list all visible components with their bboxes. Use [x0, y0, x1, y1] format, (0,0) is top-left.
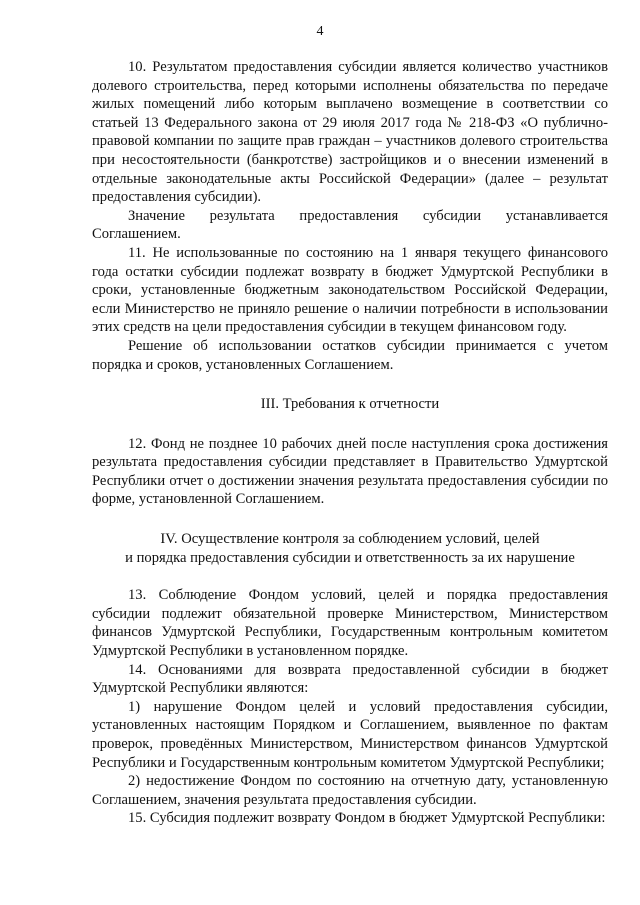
paragraph-14-item-2: 2) недостижение Фондом по состоянию на отчетную дату, установленную Соглашением, значения результата предоставления субсидии.: [92, 773, 608, 808]
paragraph-11: 11. Не использованные по состоянию на 1 января текущего финансового года остатки субсидии подлежат возврату в бюджет Удмуртской Республики в сроки, установленные бюджетным законодательством Российской Федерации, если Министерство не приняло решение о наличии потребности в использовании этих средств на цели предоставления субсидии в текущем финансовом году.: [92, 244, 608, 336]
paragraph-13: 13. Соблюдение Фондом условий, целей и порядка предоставления субсидии подлежит обязательной проверке Министерством, Министерством финансов Удмуртской Республики, Государственным контрольным комитетом Удмуртской Республики в установленном порядке.: [92, 587, 608, 660]
paragraph-10-result-value: Значение результата предоставления субсидии устанавливается Соглашением.: [92, 207, 608, 243]
document-body: [92, 58, 608, 828]
section-spacer: [92, 374, 608, 395]
paragraph-14-item-1: 1) нарушение Фондом целей и условий предоставления субсидии, установленных настоящим Порядком и Соглашением, выявленное по фактам проверок, проведённых Министерством, Министерством финансов Удмуртской Республики и Государственным контрольным комитетом Удмуртской Республики;: [92, 698, 608, 771]
paragraph-11-decision: Решение об использовании остатков субсидии принимается с учетом порядка и сроков, установленных Соглашением.: [92, 337, 608, 373]
paragraph-10: 10. Результатом предоставления субсидии является количество участников долевого строительства, перед которыми исполнены обязательства по передаче жилых помещений либо которым выплачено возмещение в соответствии со статьей 13 Федерального закона от 29 июля 2017 года № 218-ФЗ «О публично-правовой компании по защите прав граждан – участников долевого строительства при несостоятельности (банкротстве) застройщиков и о внесении изменений в отдельные законодательные акты Российской Федерации» (далее – результат предоставления субсидии).: [92, 59, 608, 206]
paragraph-14: 14. Основаниями для возврата предоставленной субсидии в бюджет Удмуртской Республики являются:: [92, 661, 608, 697]
section-heading-4-line-1: IV. Осуществление контроля за соблюдением условий, целей: [160, 531, 540, 548]
page-number: 4: [316, 24, 324, 39]
section-spacer: [92, 509, 608, 530]
section-spacer: [92, 567, 608, 586]
paragraph-15: 15. Субсидия подлежит возврату Фондом в бюджет Удмуртской Республики:: [128, 810, 606, 827]
section-spacer: [92, 414, 608, 435]
paragraph-12: 12. Фонд не позднее 10 рабочих дней после наступления срока достижения результата предоставления субсидии представляет в Правительство Удмуртской Республики отчет о достижении значения результата предоставления субсидии по форме, установленной Соглашением.: [92, 435, 608, 508]
section-heading-4-line-2: и порядка предоставления субсидии и ответственность за их нарушение: [125, 549, 575, 566]
section-heading-3: III. Требования к отчетности: [260, 396, 440, 413]
